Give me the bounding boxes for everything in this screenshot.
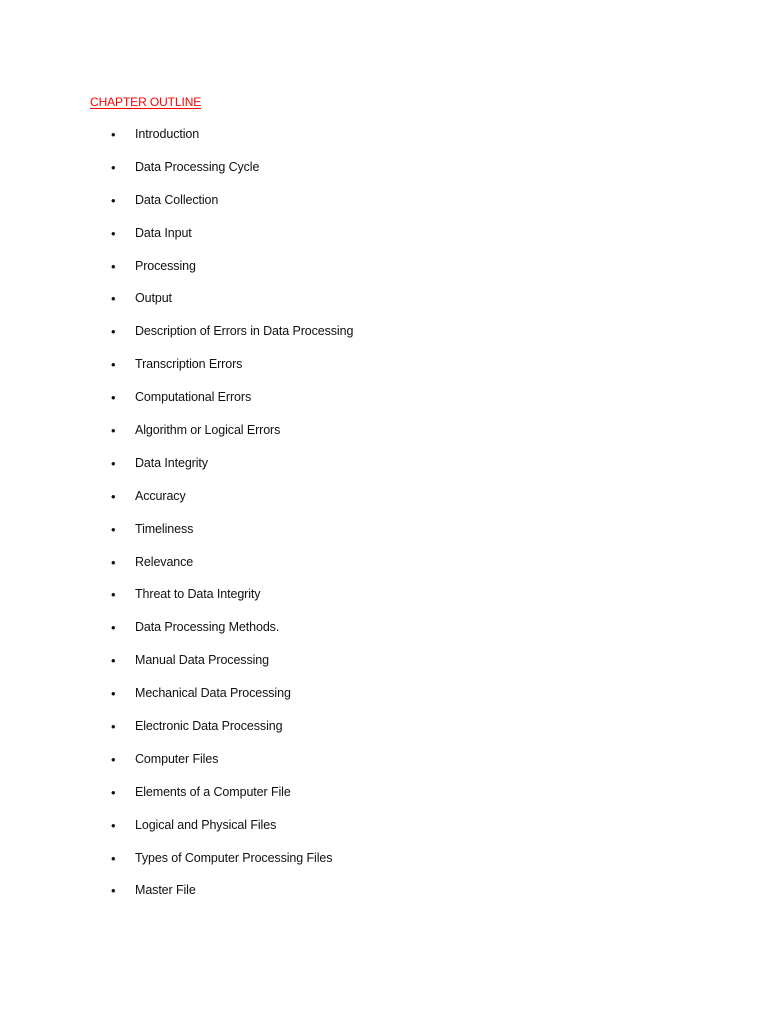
outline-item-label: Data Processing Methods. — [135, 620, 280, 635]
bullet-icon: • — [111, 817, 116, 833]
outline-item-label: Threat to Data Integrity — [135, 587, 261, 602]
bullet-icon: • — [111, 127, 116, 142]
bullet-icon: • — [111, 488, 116, 504]
bullet-icon: • — [111, 225, 116, 241]
bullet-icon: • — [111, 192, 116, 208]
bullet-icon: • — [111, 587, 116, 603]
bullet-icon: • — [111, 521, 116, 537]
outline-item-label: Electronic Data Processing — [135, 719, 283, 734]
outline-item-label: Introduction — [135, 127, 200, 141]
bullet-icon: • — [111, 455, 116, 471]
outline-item-label: Logical and Physical Files — [135, 817, 277, 832]
bullet-icon: • — [111, 390, 116, 406]
bullet-icon: • — [111, 159, 116, 175]
bullet-icon: • — [111, 883, 116, 899]
outline-item-label: Types of Computer Processing Files — [135, 850, 333, 865]
outline-item-label: Timeliness — [135, 521, 194, 536]
bullet-icon: • — [111, 784, 116, 800]
bullet-icon: • — [111, 653, 116, 669]
outline-item-label: Mechanical Data Processing — [135, 686, 291, 701]
bullet-icon: • — [111, 291, 116, 307]
outline-item-label: Relevance — [135, 554, 194, 569]
bullet-icon: • — [111, 620, 116, 636]
outline-item-label: Computer Files — [135, 751, 219, 766]
outline-item-label: Algorithm or Logical Errors — [135, 423, 281, 438]
bullet-icon: • — [111, 751, 116, 767]
outline-item-label: Output — [135, 291, 172, 306]
outline-item-label: Data Integrity — [135, 455, 208, 470]
bullet-icon: • — [111, 719, 116, 735]
outline-item-label: Data Processing Cycle — [135, 159, 260, 174]
outline-item-label: Manual Data Processing — [135, 653, 269, 668]
bullet-icon: • — [111, 423, 116, 439]
outline-item-label: Description of Errors in Data Processing — [135, 324, 354, 339]
outline-item-label: Data Collection — [135, 192, 219, 207]
outline-item-label: Transcription Errors — [135, 357, 243, 372]
outline-item-label: Processing — [135, 258, 196, 273]
outline-item-label: Accuracy — [135, 488, 186, 503]
bullet-icon: • — [111, 258, 116, 274]
bullet-icon: • — [111, 357, 116, 373]
outline-item-label: Computational Errors — [135, 390, 252, 405]
chapter-outline-heading: CHAPTER OUTLINE — [90, 95, 202, 109]
bullet-icon: • — [111, 554, 116, 570]
bullet-icon: • — [111, 324, 116, 340]
bullet-icon: • — [111, 850, 116, 866]
outline-item-label: Master File — [135, 883, 196, 898]
bullet-icon: • — [111, 686, 116, 702]
outline-item-label: Elements of a Computer File — [135, 784, 291, 799]
outline-item-label: Data Input — [135, 225, 192, 240]
